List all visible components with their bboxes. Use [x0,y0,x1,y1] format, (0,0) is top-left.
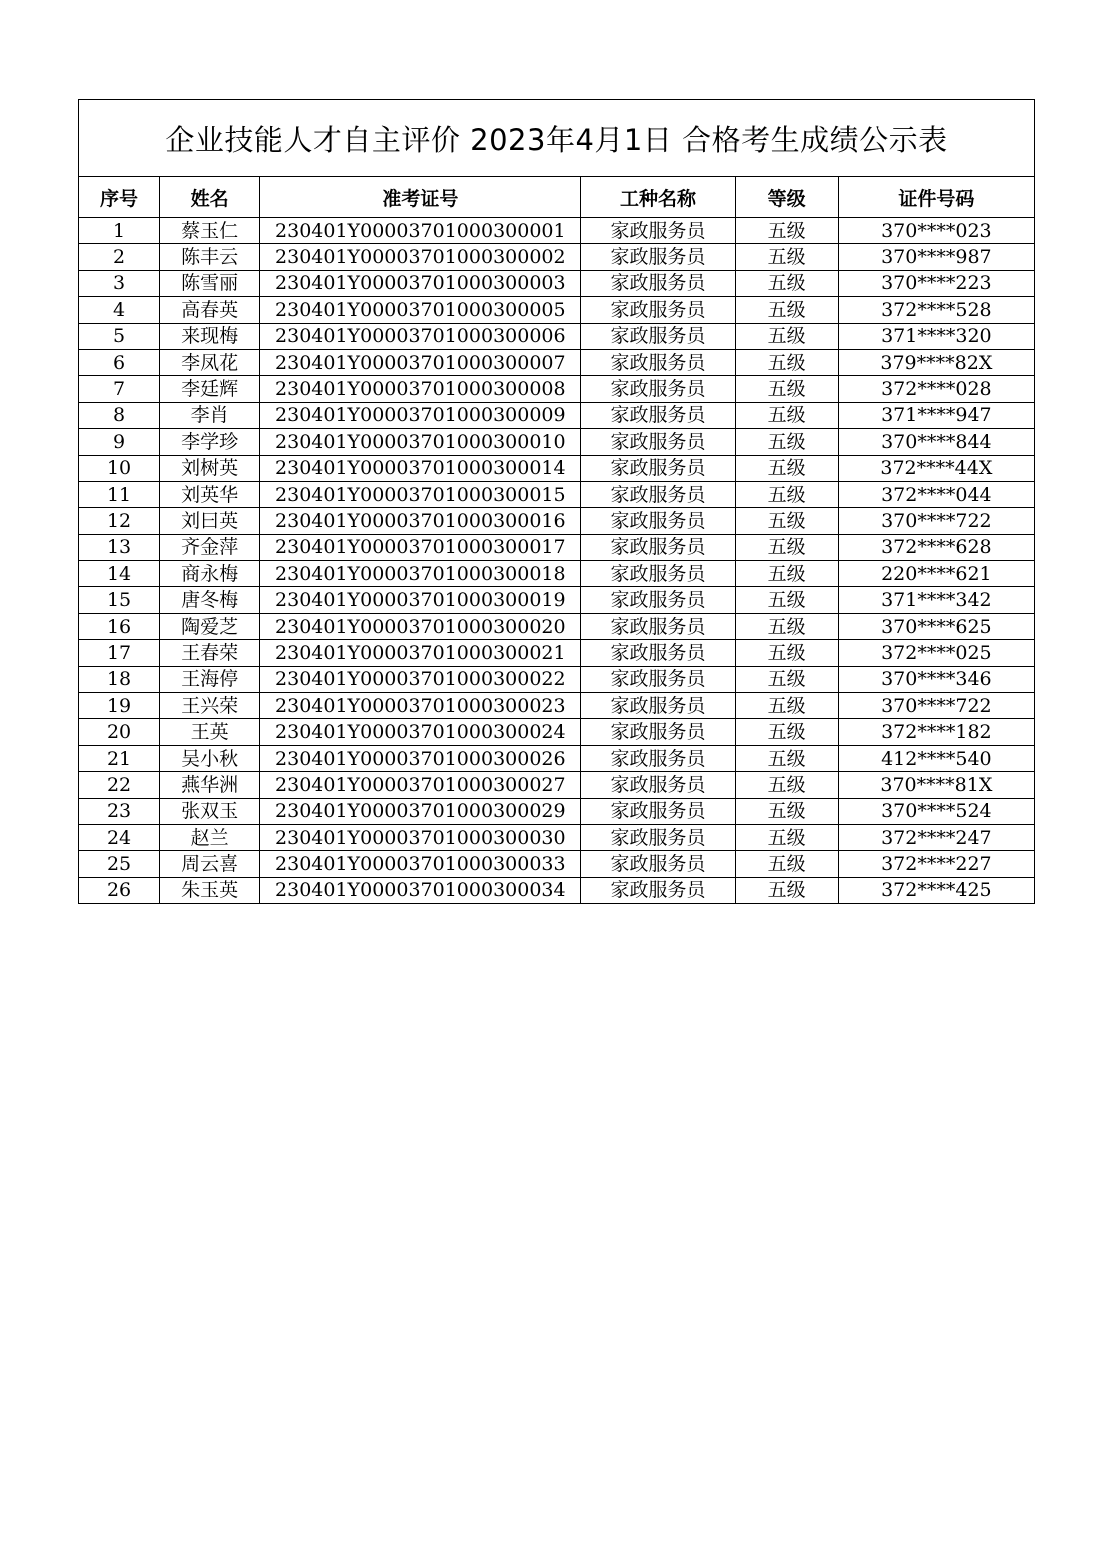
table-row [79,666,1035,692]
cell-job-type: 家政服务员 [581,877,735,903]
cell-name: 燕华洲 [160,772,260,798]
cell-job-type: 家政服务员 [581,693,735,719]
cell-level: 五级 [735,772,838,798]
cell-name: 周云喜 [160,851,260,877]
cell-index: 6 [79,349,160,375]
cell-level: 五级 [735,376,838,402]
cell-index: 18 [79,666,160,692]
cell-index: 20 [79,719,160,745]
cell-ticket-number: 230401Y00003701000300027 [260,772,581,798]
cell-name: 李廷辉 [160,376,260,402]
cell-name: 王兴荣 [160,693,260,719]
cell-job-type: 家政服务员 [581,297,735,323]
cell-job-type: 家政服务员 [581,508,735,534]
cell-id-number: 370****625 [838,613,1034,639]
cell-name: 王海停 [160,666,260,692]
table-row [79,455,1035,481]
cell-id-number: 372****028 [838,376,1034,402]
cell-id-number: 372****44X [838,455,1034,481]
cell-ticket-number: 230401Y00003701000300010 [260,429,581,455]
table-row [79,244,1035,270]
cell-ticket-number: 230401Y00003701000300006 [260,323,581,349]
header-index: 序号 [79,177,160,218]
cell-index: 24 [79,824,160,850]
cell-level: 五级 [735,851,838,877]
header-row [79,177,1035,218]
cell-level: 五级 [735,429,838,455]
cell-level: 五级 [735,455,838,481]
cell-index: 13 [79,534,160,560]
cell-ticket-number: 230401Y00003701000300022 [260,666,581,692]
cell-level: 五级 [735,561,838,587]
table-row [79,349,1035,375]
cell-name: 朱玉英 [160,877,260,903]
cell-level: 五级 [735,693,838,719]
cell-ticket-number: 230401Y00003701000300029 [260,798,581,824]
cell-id-number: 370****223 [838,270,1034,296]
cell-ticket-number: 230401Y00003701000300001 [260,218,581,244]
cell-index: 3 [79,270,160,296]
table-row [79,613,1035,639]
cell-level: 五级 [735,244,838,270]
table-row [79,561,1035,587]
cell-id-number: 370****81X [838,772,1034,798]
table-row [79,218,1035,244]
cell-job-type: 家政服务员 [581,455,735,481]
cell-id-number: 370****987 [838,244,1034,270]
header-id-number: 证件号码 [838,177,1034,218]
cell-name: 张双玉 [160,798,260,824]
cell-ticket-number: 230401Y00003701000300014 [260,455,581,481]
cell-index: 23 [79,798,160,824]
cell-name: 王英 [160,719,260,745]
cell-index: 25 [79,851,160,877]
cell-index: 15 [79,587,160,613]
cell-name: 来现梅 [160,323,260,349]
cell-name: 刘树英 [160,455,260,481]
cell-level: 五级 [735,297,838,323]
cell-job-type: 家政服务员 [581,481,735,507]
header-level: 等级 [735,177,838,218]
cell-level: 五级 [735,402,838,428]
cell-index: 4 [79,297,160,323]
cell-index: 7 [79,376,160,402]
cell-ticket-number: 230401Y00003701000300024 [260,719,581,745]
cell-id-number: 371****342 [838,587,1034,613]
cell-id-number: 372****227 [838,851,1034,877]
table-row [79,376,1035,402]
cell-id-number: 372****425 [838,877,1034,903]
cell-job-type: 家政服务员 [581,429,735,455]
cell-index: 10 [79,455,160,481]
cell-ticket-number: 230401Y00003701000300033 [260,851,581,877]
cell-level: 五级 [735,666,838,692]
cell-ticket-number: 230401Y00003701000300016 [260,508,581,534]
cell-name: 齐金萍 [160,534,260,560]
cell-job-type: 家政服务员 [581,640,735,666]
cell-name: 刘曰英 [160,508,260,534]
table-row [79,772,1035,798]
table-row [79,508,1035,534]
cell-name: 陈雪丽 [160,270,260,296]
cell-job-type: 家政服务员 [581,745,735,771]
cell-name: 高春英 [160,297,260,323]
cell-name: 唐冬梅 [160,587,260,613]
cell-index: 19 [79,693,160,719]
cell-ticket-number: 230401Y00003701000300008 [260,376,581,402]
cell-ticket-number: 230401Y00003701000300002 [260,244,581,270]
cell-job-type: 家政服务员 [581,323,735,349]
table-row [79,745,1035,771]
cell-job-type: 家政服务员 [581,798,735,824]
cell-level: 五级 [735,877,838,903]
cell-job-type: 家政服务员 [581,244,735,270]
cell-index: 1 [79,218,160,244]
cell-id-number: 372****247 [838,824,1034,850]
cell-index: 9 [79,429,160,455]
cell-level: 五级 [735,745,838,771]
cell-id-number: 370****722 [838,693,1034,719]
table-row [79,429,1035,455]
cell-ticket-number: 230401Y00003701000300034 [260,877,581,903]
cell-id-number: 372****528 [838,297,1034,323]
table-row [79,587,1035,613]
cell-job-type: 家政服务员 [581,824,735,850]
cell-job-type: 家政服务员 [581,613,735,639]
cell-ticket-number: 230401Y00003701000300009 [260,402,581,428]
table-title: 企业技能人才自主评价 2023年4月1日 合格考生成绩公示表 [79,100,1035,177]
cell-index: 12 [79,508,160,534]
table-row [79,640,1035,666]
cell-name: 陈丰云 [160,244,260,270]
cell-index: 8 [79,402,160,428]
header-name: 姓名 [160,177,260,218]
header-job-type: 工种名称 [581,177,735,218]
cell-name: 刘英华 [160,481,260,507]
cell-level: 五级 [735,613,838,639]
table-row [79,719,1035,745]
cell-job-type: 家政服务员 [581,349,735,375]
cell-name: 陶爱芝 [160,613,260,639]
header-ticket-number: 准考证号 [260,177,581,218]
cell-id-number: 370****346 [838,666,1034,692]
cell-job-type: 家政服务员 [581,270,735,296]
table-row [79,323,1035,349]
cell-id-number: 379****82X [838,349,1034,375]
cell-job-type: 家政服务员 [581,587,735,613]
cell-job-type: 家政服务员 [581,719,735,745]
cell-job-type: 家政服务员 [581,376,735,402]
cell-ticket-number: 230401Y00003701000300030 [260,824,581,850]
cell-level: 五级 [735,218,838,244]
cell-level: 五级 [735,719,838,745]
table-row [79,851,1035,877]
cell-job-type: 家政服务员 [581,218,735,244]
cell-ticket-number: 230401Y00003701000300019 [260,587,581,613]
cell-index: 17 [79,640,160,666]
cell-index: 22 [79,772,160,798]
cell-ticket-number: 230401Y00003701000300005 [260,297,581,323]
cell-ticket-number: 230401Y00003701000300026 [260,745,581,771]
cell-id-number: 370****524 [838,798,1034,824]
cell-ticket-number: 230401Y00003701000300003 [260,270,581,296]
cell-level: 五级 [735,587,838,613]
cell-ticket-number: 230401Y00003701000300018 [260,561,581,587]
cell-level: 五级 [735,349,838,375]
table-row [79,270,1035,296]
cell-index: 11 [79,481,160,507]
table-row [79,402,1035,428]
cell-level: 五级 [735,323,838,349]
cell-name: 商永梅 [160,561,260,587]
cell-index: 5 [79,323,160,349]
results-table [78,99,1035,904]
table-row [79,877,1035,903]
cell-index: 26 [79,877,160,903]
table-row [79,693,1035,719]
cell-index: 21 [79,745,160,771]
cell-id-number: 371****947 [838,402,1034,428]
cell-id-number: 370****722 [838,508,1034,534]
cell-job-type: 家政服务员 [581,402,735,428]
cell-id-number: 372****044 [838,481,1034,507]
cell-job-type: 家政服务员 [581,666,735,692]
cell-level: 五级 [735,270,838,296]
cell-ticket-number: 230401Y00003701000300007 [260,349,581,375]
cell-level: 五级 [735,824,838,850]
table-body [79,218,1035,904]
cell-job-type: 家政服务员 [581,561,735,587]
cell-ticket-number: 230401Y00003701000300023 [260,693,581,719]
cell-ticket-number: 230401Y00003701000300015 [260,481,581,507]
cell-level: 五级 [735,640,838,666]
cell-id-number: 412****540 [838,745,1034,771]
cell-name: 李凤花 [160,349,260,375]
cell-name: 李肖 [160,402,260,428]
cell-ticket-number: 230401Y00003701000300020 [260,613,581,639]
table-row [79,798,1035,824]
cell-index: 14 [79,561,160,587]
cell-level: 五级 [735,508,838,534]
cell-name: 王春荣 [160,640,260,666]
cell-job-type: 家政服务员 [581,772,735,798]
cell-name: 吴小秋 [160,745,260,771]
cell-name: 李学珍 [160,429,260,455]
cell-level: 五级 [735,798,838,824]
table-row [79,824,1035,850]
cell-id-number: 220****621 [838,561,1034,587]
table-row [79,481,1035,507]
cell-job-type: 家政服务员 [581,534,735,560]
cell-level: 五级 [735,481,838,507]
cell-id-number: 371****320 [838,323,1034,349]
cell-id-number: 372****182 [838,719,1034,745]
table-row [79,534,1035,560]
cell-id-number: 370****023 [838,218,1034,244]
cell-ticket-number: 230401Y00003701000300017 [260,534,581,560]
cell-id-number: 372****025 [838,640,1034,666]
cell-ticket-number: 230401Y00003701000300021 [260,640,581,666]
table-row [79,297,1035,323]
cell-id-number: 370****844 [838,429,1034,455]
cell-name: 赵兰 [160,824,260,850]
cell-name: 蔡玉仁 [160,218,260,244]
cell-id-number: 372****628 [838,534,1034,560]
cell-level: 五级 [735,534,838,560]
cell-index: 16 [79,613,160,639]
cell-index: 2 [79,244,160,270]
cell-job-type: 家政服务员 [581,851,735,877]
